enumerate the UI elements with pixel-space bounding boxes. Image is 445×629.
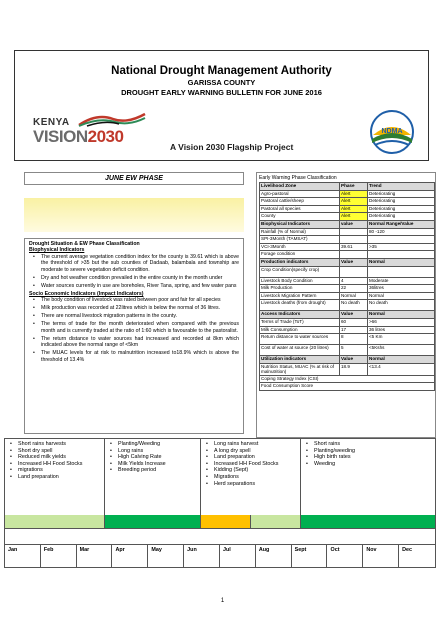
bio-heading: Biophysical Indicators xyxy=(29,247,85,254)
list-item: • A long dry spell xyxy=(214,448,297,455)
table-cell: 22 xyxy=(340,285,368,293)
ewp-table xyxy=(259,182,435,391)
table-cell: 60 xyxy=(340,318,368,326)
table-cell: 4 xyxy=(340,277,368,285)
table-cell: Deteriorating xyxy=(368,213,435,221)
table-cell: VCI-3Month xyxy=(260,243,340,251)
vision-logo-text: VISION2030 xyxy=(33,127,124,146)
table-cell: value xyxy=(340,220,368,228)
table-cell: Deteriorating xyxy=(368,205,435,213)
month-label: May xyxy=(148,545,184,567)
calendar-spacer-row xyxy=(5,528,435,545)
table-row xyxy=(260,318,435,326)
table-cell: Food Consumption Score xyxy=(260,383,435,391)
list-item: • The MUAC levels for at risk to malnutrition increased to18.9% which is above the threshold of 13.4% xyxy=(41,350,239,363)
month-label: Aug xyxy=(256,545,292,567)
table-cell: 5 xyxy=(340,345,368,356)
table-cell: Moderate xyxy=(368,277,435,285)
table-row xyxy=(260,311,435,319)
table-cell: Forage condition xyxy=(260,251,340,259)
table-cell: Rainfall (% of Normal) xyxy=(260,228,340,236)
table-cell xyxy=(368,266,435,277)
table-cell: Deteriorating xyxy=(368,198,435,206)
list-item: • Migrations xyxy=(214,474,297,481)
table-row xyxy=(260,375,435,383)
flagship-text: A Vision 2030 Flagship Project xyxy=(170,142,294,152)
table-cell: >35 xyxy=(368,243,435,251)
table-cell: Milk Consumption xyxy=(260,326,340,334)
table-cell: Nutrition Status, MUAC (% at risk of malnutrition) xyxy=(260,363,340,375)
ndma-logo xyxy=(367,109,417,155)
table-row xyxy=(260,356,435,364)
table-row xyxy=(260,205,435,213)
bio-list xyxy=(29,254,239,289)
list-item: • Land preparation xyxy=(18,474,101,481)
table-cell: 18.9 xyxy=(340,363,368,375)
list-item: • Dry and hot weather condition prevailed in the entire county in the month under xyxy=(41,275,239,281)
seasonal-calendar xyxy=(4,438,436,568)
ndma-logo-text: NDMA xyxy=(381,128,403,135)
table-row xyxy=(260,213,435,221)
socio-heading: Socio Economic Indicators (Impact Indicators) xyxy=(29,291,144,298)
table-cell: Deteriorating xyxy=(368,190,435,198)
calendar-activity-list xyxy=(304,441,432,467)
table-cell: Production indicators xyxy=(260,258,340,266)
month-label: Mar xyxy=(77,545,113,567)
calendar-column-oct-dec xyxy=(301,439,435,515)
calendar-column-jan-mar xyxy=(5,439,105,515)
table-cell: Normal xyxy=(368,356,435,364)
list-item: • Planting/weeding xyxy=(314,448,432,455)
list-item: • Land preparation xyxy=(214,454,297,461)
table-cell: Terms of Trade (ToT) xyxy=(260,318,340,326)
socio-list xyxy=(29,297,239,363)
list-item: • Milk production was recorded at 22litres which is below the normal of 36 litres. xyxy=(41,305,239,311)
table-cell: Coping Strategy Index (CSI) xyxy=(260,375,435,383)
table-cell: <5Kshs xyxy=(368,345,435,356)
phase-color-band xyxy=(24,198,244,232)
ew-phase-classification xyxy=(256,172,436,438)
flame-icon xyxy=(77,111,147,127)
list-item: • Reduced milk yields xyxy=(18,454,101,461)
month-label: Jul xyxy=(220,545,256,567)
list-item: • Short dry spell xyxy=(18,448,101,455)
table-cell: 17 xyxy=(340,326,368,334)
table-cell: Livestock Body Condition xyxy=(260,277,340,285)
list-item: • Weeding xyxy=(314,461,432,468)
ewp-table-title: Early Warning Phase Classification xyxy=(259,175,337,181)
table-cell: Crop Condition(specify crop) xyxy=(260,266,340,277)
month-label: Oct xyxy=(328,545,364,567)
month-label: Jun xyxy=(184,545,220,567)
table-row xyxy=(260,326,435,334)
table-cell xyxy=(340,236,368,244)
list-item: • Short rains harvests xyxy=(18,441,101,448)
table-row xyxy=(260,334,435,345)
table-cell: Pastoral cattle/sheep xyxy=(260,198,340,206)
header xyxy=(14,50,429,161)
table-row xyxy=(260,300,435,311)
calendar-activity-list xyxy=(108,441,197,474)
table-row xyxy=(260,292,435,300)
list-item: • Long rains xyxy=(118,448,197,455)
table-cell: 8 xyxy=(340,334,368,345)
table-cell: SPI-3Month (TAMSAT) xyxy=(260,236,340,244)
table-cell: <13.4 xyxy=(368,363,435,375)
calendar-column-jul-sep xyxy=(201,439,301,515)
table-cell: Alert xyxy=(340,198,368,206)
table-cell: Normal xyxy=(368,292,435,300)
table-cell: Alert xyxy=(340,213,368,221)
table-cell: >66 xyxy=(368,318,435,326)
list-item: • Kidding (Sept) xyxy=(214,467,297,474)
season-band xyxy=(201,515,251,528)
table-row xyxy=(260,228,435,236)
table-cell: Agro-pastoral xyxy=(260,190,340,198)
june-ew-phase-title: JUNE EW PHASE xyxy=(24,172,244,185)
table-cell: Alert xyxy=(340,205,368,213)
table-row xyxy=(260,345,435,356)
table-cell: County xyxy=(260,213,340,221)
table-cell: Value xyxy=(340,258,368,266)
season-band xyxy=(105,515,201,528)
calendar-activity-list xyxy=(204,441,297,487)
table-cell: Phase xyxy=(340,183,368,191)
list-item: • Planting/Weeding xyxy=(118,441,197,448)
season-band xyxy=(5,515,105,528)
kenya-vision-2030-logo xyxy=(33,113,163,157)
table-row xyxy=(260,236,435,244)
month-label: Nov xyxy=(363,545,399,567)
table-cell: Livelihood Zone xyxy=(260,183,340,191)
table-cell: Alert xyxy=(340,190,368,198)
table-cell: 36litres xyxy=(368,285,435,293)
month-label: Feb xyxy=(41,545,77,567)
list-item: • The return distance to water sources had increased and recorded at 8km which indicated above the normal range of <5km xyxy=(41,336,239,349)
list-item: • There are normal livestock migration patterns in the county. xyxy=(41,313,239,319)
table-cell: Trend xyxy=(368,183,435,191)
months-row xyxy=(5,545,435,567)
bulletin-title: DROUGHT EARLY WARNING BULLETIN FOR JUNE 2016 xyxy=(121,88,322,97)
list-item: • Milk Yields Increase xyxy=(118,461,197,468)
table-row xyxy=(260,251,435,259)
calendar-column-apr-jun xyxy=(105,439,201,515)
table-cell: No death xyxy=(368,300,435,311)
table-cell: Milk Production xyxy=(260,285,340,293)
table-row xyxy=(260,198,435,206)
table-cell: <5 Km xyxy=(368,334,435,345)
season-band xyxy=(251,515,301,528)
table-row xyxy=(260,285,435,293)
table-cell xyxy=(368,251,435,259)
list-item: • High Calving Rate xyxy=(118,454,197,461)
calendar-activity-list xyxy=(8,441,101,481)
season-band xyxy=(301,515,435,528)
list-item: • The body condition of livestock was rated between poor and fair for all species xyxy=(41,297,239,303)
table-cell: Utilization indicators xyxy=(260,356,340,364)
county-title: GARISSA COUNTY xyxy=(187,78,256,87)
table-cell: Normal xyxy=(368,258,435,266)
month-label: Jan xyxy=(5,545,41,567)
list-item: • Water sources currently in use are boreholes, River Tana, spring, and few water pans xyxy=(41,283,239,289)
table-cell: Return distance to water sources xyxy=(260,334,340,345)
table-cell: Livestock deaths (from drought) xyxy=(260,300,340,311)
table-cell: Normal xyxy=(368,311,435,319)
drought-situation-summary xyxy=(24,238,244,434)
table-cell xyxy=(340,266,368,277)
org-title: National Drought Management Authority xyxy=(111,65,332,77)
list-item: • Increased HH Food Stocks xyxy=(18,461,101,468)
list-item: • High birth rates xyxy=(314,454,432,461)
month-label: Apr xyxy=(113,545,149,567)
list-item: • Short rains xyxy=(314,441,432,448)
table-cell: No death xyxy=(340,300,368,311)
kenya-logo-text: KENYA xyxy=(33,117,70,128)
table-cell xyxy=(368,236,435,244)
table-row xyxy=(260,183,435,191)
table-cell: Value xyxy=(340,356,368,364)
list-item: • Increased HH Food Stocks xyxy=(214,461,297,468)
list-item: • migrations xyxy=(18,467,101,474)
table-cell: Normal xyxy=(340,292,368,300)
table-cell xyxy=(340,228,368,236)
table-cell: 80 -120 xyxy=(368,228,435,236)
table-row xyxy=(260,258,435,266)
list-item: • Breeding period xyxy=(118,467,197,474)
table-cell: Pastoral all species xyxy=(260,205,340,213)
table-row xyxy=(260,220,435,228)
table-row xyxy=(260,266,435,277)
table-cell: Biophysical Indicators xyxy=(260,220,340,228)
page-number: 1 xyxy=(220,598,225,604)
list-item: • Long rains harvest xyxy=(214,441,297,448)
table-cell: Access Indicators xyxy=(260,311,340,319)
month-label: Sept xyxy=(292,545,328,567)
table-cell xyxy=(340,251,368,259)
month-label: Dec xyxy=(402,547,413,553)
table-row xyxy=(260,363,435,375)
list-item: • The terms of trade for the month deteriorated when compared with the previous month and is currently traded at the ratio of 1:60 which is favourable to the pastoralist. xyxy=(41,321,239,334)
list-item: • The current average vegetation condition index for the county is 39.61 which is above the threshold of >35 but the sub counties of Dadaab, balambala and township are moderate to severe vegetation deficit condition. xyxy=(41,254,239,273)
table-row xyxy=(260,277,435,285)
summary-heading: Drought Situation & EW Phase Classification xyxy=(29,241,140,247)
table-row xyxy=(260,383,435,391)
table-row xyxy=(260,190,435,198)
table-cell: 36 litres xyxy=(368,326,435,334)
table-cell: Livestock Migration Pattern xyxy=(260,292,340,300)
table-cell: Normal Range/Value xyxy=(368,220,435,228)
table-row xyxy=(260,243,435,251)
list-item: • Herd separations xyxy=(214,481,297,488)
table-cell: 39.61 xyxy=(340,243,368,251)
table-cell: Value xyxy=(340,311,368,319)
table-cell: Cost of water at source (20 litres) xyxy=(260,345,340,356)
